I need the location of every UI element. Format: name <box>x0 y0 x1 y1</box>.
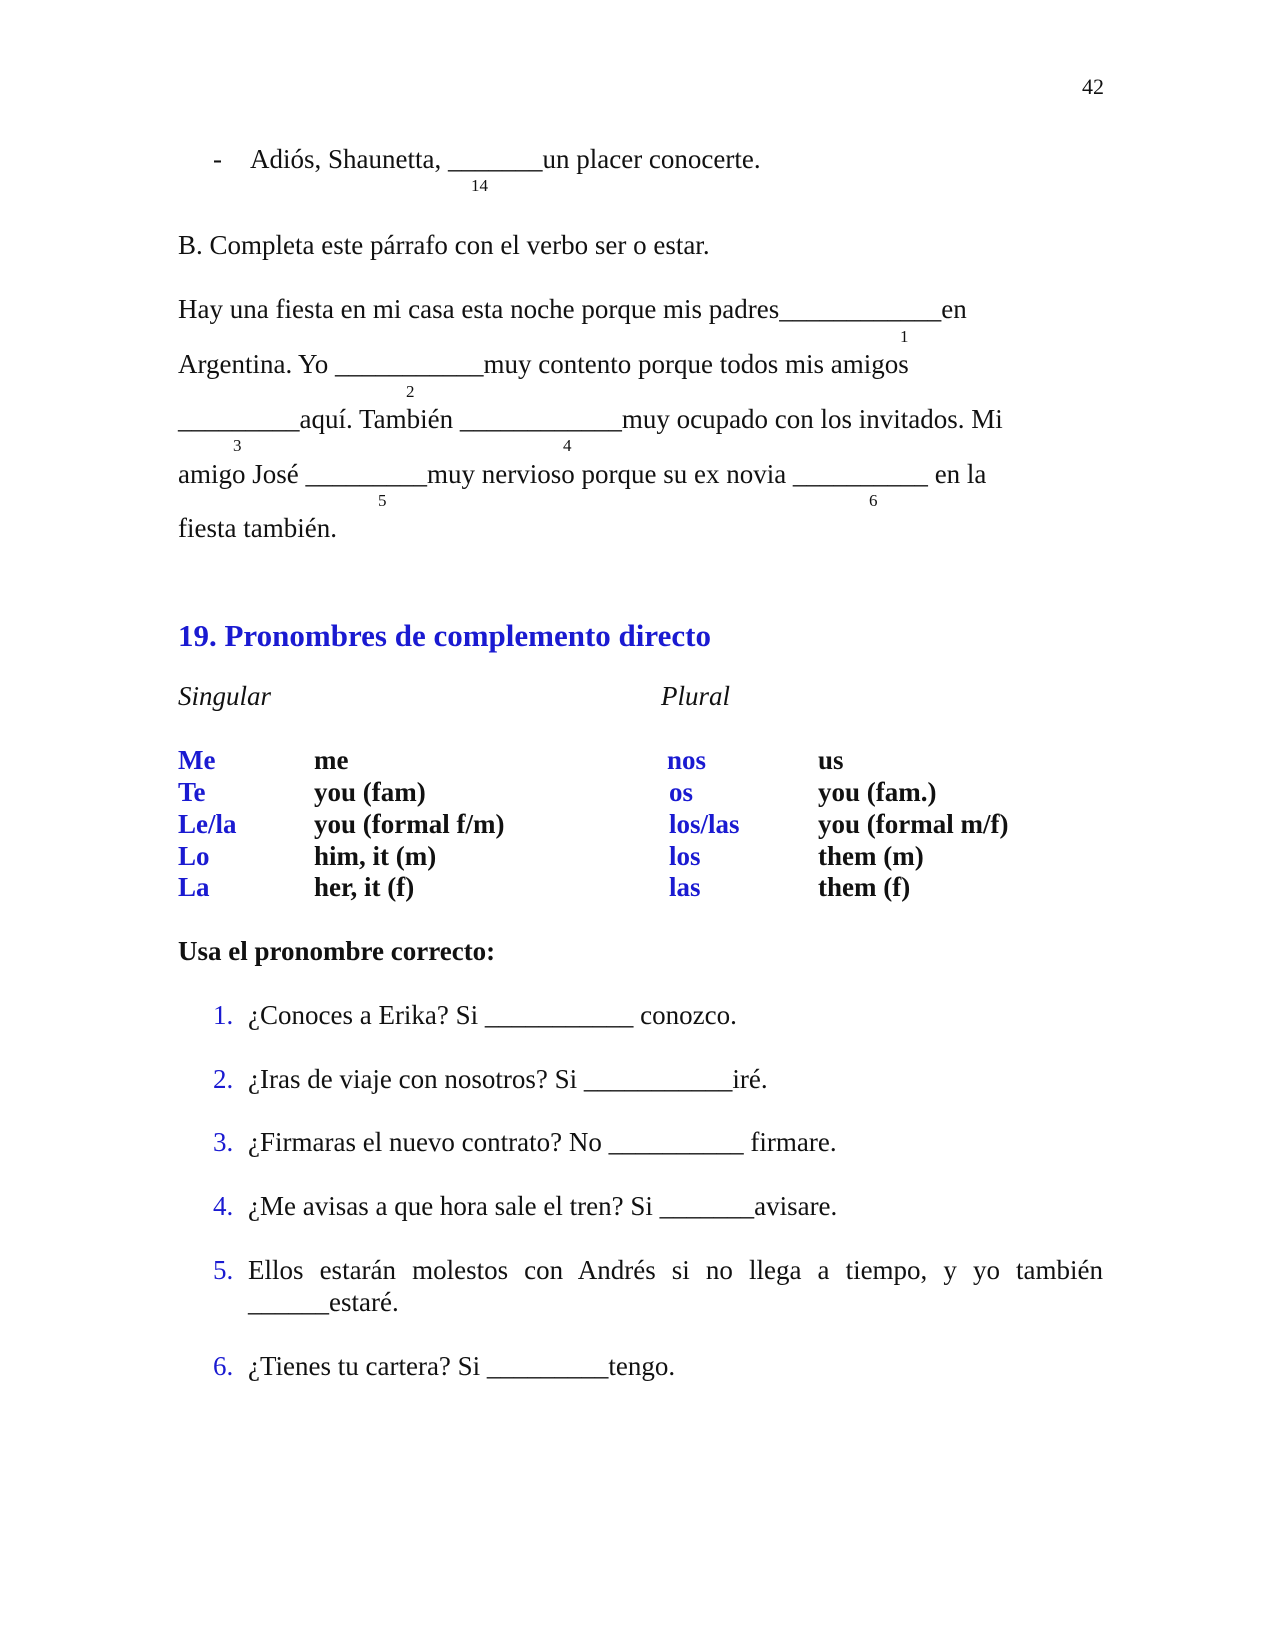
item-text-1: ¿Conoces a Erika? Si ___________ conozco. <box>248 1000 737 1030</box>
dialogue-dash: - <box>213 144 222 174</box>
blank-number-1: 1 <box>900 327 909 346</box>
singular-en-2: you (fam) <box>314 777 426 807</box>
line4-mid: muy nervioso porque su ex novia __________ <box>427 459 928 489</box>
plural-es-5: las <box>669 872 701 902</box>
singular-es-1: Me <box>178 745 216 775</box>
blank-number-5: 5 <box>378 491 387 510</box>
line2-end: muy contento porque todos mis amigos <box>483 349 909 379</box>
item-number-6: 6. <box>213 1351 234 1381</box>
exercise-instruction: Usa el pronombre correcto: <box>178 936 496 966</box>
singular-en-5: her, it (f) <box>314 872 415 902</box>
dialogue-line <box>250 146 761 173</box>
singular-es-2: Te <box>178 777 206 807</box>
singular-es-3: Le/la <box>178 809 237 839</box>
plural-en-2: you (fam.) <box>818 777 937 807</box>
item-number-1: 1. <box>213 1000 234 1030</box>
plural-label: Plural <box>661 681 731 711</box>
dialogue-before: Adiós, Shaunetta, _______ <box>250 144 543 174</box>
plural-en-3: you (formal m/f) <box>818 809 1009 839</box>
plural-es-3: los/las <box>669 809 740 839</box>
item-number-3: 3. <box>213 1127 234 1157</box>
blank-number-3: 3 <box>233 436 242 455</box>
line1-text: Hay una fiesta en mi casa esta noche porque mis padres____________ <box>178 294 942 324</box>
plural-en-4: them (m) <box>818 841 924 871</box>
item-text-4: ¿Me avisas a que hora sale el tren? Si _______avisare. <box>248 1191 838 1221</box>
plural-es-1: nos <box>667 745 707 775</box>
singular-es-5: La <box>178 872 210 902</box>
line3-mid: aquí. También ____________ <box>299 404 622 434</box>
singular-en-3: you (formal f/m) <box>314 809 505 839</box>
item-text-5-cont: ______estaré. <box>248 1287 399 1317</box>
paragraph-line-2 <box>178 351 909 378</box>
singular-en-1: me <box>314 745 349 775</box>
blank-number-2: 2 <box>406 382 415 401</box>
line3-end: muy ocupado con los invitados. Mi <box>621 404 1003 434</box>
dialogue-after: un placer conocerte. <box>542 144 761 174</box>
section-b-instruction: B. Completa este párrafo con el verbo ser o estar. <box>178 230 710 260</box>
item-number-4: 4. <box>213 1191 234 1221</box>
item-text-3: ¿Firmaras el nuevo contrato? No __________ firmare. <box>248 1127 837 1157</box>
line4-text: amigo José _________ <box>178 459 427 489</box>
line4-end: en la <box>927 459 987 489</box>
item-text-2: ¿Iras de viaje con nosotros? Si ___________iré. <box>248 1064 768 1094</box>
line2-text: Argentina. Yo ___________ <box>178 349 484 379</box>
item-number-5: 5. <box>213 1255 234 1285</box>
paragraph-line-1 <box>178 296 967 323</box>
paragraph-line-3 <box>178 406 1003 433</box>
item-text-5: Ellos estarán molestos con Andrés si no llega a tiempo, y yo también <box>248 1255 1103 1285</box>
singular-es-4: Lo <box>178 841 210 871</box>
plural-es-4: los <box>669 841 701 871</box>
item-number-2: 2. <box>213 1064 234 1094</box>
paragraph-line-5: fiesta también. <box>178 513 337 543</box>
page-number: 42 <box>1082 74 1104 99</box>
plural-en-1: us <box>818 745 844 775</box>
line3-blank: _________ <box>178 404 300 434</box>
blank-number-4: 4 <box>563 436 572 455</box>
section-19-title: 19. Pronombres de complemento directo <box>178 618 711 653</box>
item-text-6: ¿Tienes tu cartera? Si _________tengo. <box>248 1351 676 1381</box>
blank-number-14: 14 <box>471 176 488 195</box>
singular-en-4: him, it (m) <box>314 841 437 871</box>
paragraph-line-4 <box>178 461 986 488</box>
line1-end: en <box>941 294 967 324</box>
singular-label: Singular <box>178 681 272 711</box>
blank-number-6: 6 <box>869 491 878 510</box>
plural-en-5: them (f) <box>818 872 911 902</box>
plural-es-2: os <box>669 777 694 807</box>
